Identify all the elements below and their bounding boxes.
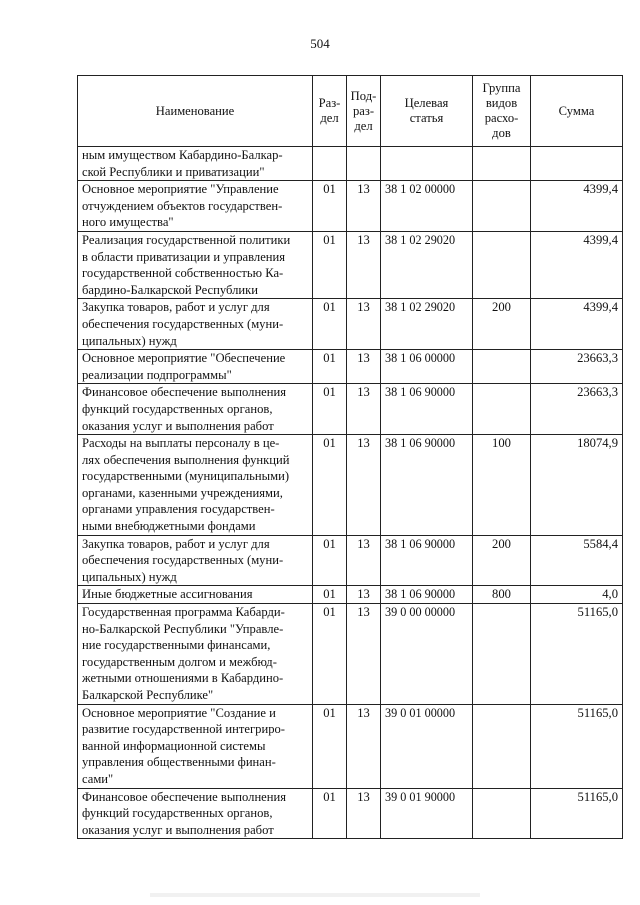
- cell-razdel: 01: [313, 704, 347, 788]
- cell-podrazdel: 13: [347, 384, 381, 435]
- cell-statya: 39 0 01 00000: [381, 704, 473, 788]
- cell-statya: 39 0 00 00000: [381, 604, 473, 705]
- cell-podrazdel: 13: [347, 350, 381, 384]
- header-statya: Целевая статья: [381, 76, 473, 147]
- cell-summa: 4,0: [531, 586, 623, 604]
- cell-name: Основное мероприятие "Создание и развитие государственной интегриро- ванной информационной системы управления общественными финан- сами": [78, 704, 313, 788]
- cell-gruppa: 800: [473, 586, 531, 604]
- cell-summa: 23663,3: [531, 350, 623, 384]
- cell-statya: 38 1 02 00000: [381, 181, 473, 232]
- cell-razdel: 01: [313, 181, 347, 232]
- cell-summa: [531, 147, 623, 181]
- cell-razdel: 01: [313, 788, 347, 839]
- cell-statya: 38 1 06 90000: [381, 435, 473, 536]
- header-summa: Сумма: [531, 76, 623, 147]
- cell-summa: 5584,4: [531, 535, 623, 586]
- cell-razdel: [313, 147, 347, 181]
- header-name: Наименование: [78, 76, 313, 147]
- cell-gruppa: [473, 604, 531, 705]
- table-row: [78, 704, 623, 788]
- budget-table: [77, 75, 623, 839]
- table-row: [78, 350, 623, 384]
- cell-name: Закупка товаров, работ и услуг для обеспечения государственных (муни- ципальных) нужд: [78, 535, 313, 586]
- cell-podrazdel: 13: [347, 788, 381, 839]
- cell-gruppa: [473, 350, 531, 384]
- cell-statya: 38 1 06 00000: [381, 350, 473, 384]
- cell-statya: 38 1 06 90000: [381, 384, 473, 435]
- table-row: [78, 604, 623, 705]
- cell-name: Закупка товаров, работ и услуг для обеспечения государственных (муни- ципальных) нужд: [78, 299, 313, 350]
- cell-podrazdel: 13: [347, 181, 381, 232]
- cell-gruppa: [473, 384, 531, 435]
- cell-gruppa: [473, 147, 531, 181]
- cell-name: Основное мероприятие "Обеспечение реализации подпрограммы": [78, 350, 313, 384]
- table-row: [78, 231, 623, 298]
- cell-podrazdel: 13: [347, 586, 381, 604]
- cell-podrazdel: 13: [347, 704, 381, 788]
- cell-podrazdel: 13: [347, 604, 381, 705]
- cell-gruppa: 200: [473, 535, 531, 586]
- cell-name: Государственная программа Кабарди- но-Балкарской Республики "Управле- ние государственными финансами, государственным долгом и межбюд- жетными отношениями в Кабардино- Балкарской Республике": [78, 604, 313, 705]
- cell-summa: 23663,3: [531, 384, 623, 435]
- cell-summa: 51165,0: [531, 604, 623, 705]
- table-row: [78, 435, 623, 536]
- cell-name: ным имуществом Кабардино-Балкар- ской Республики и приватизации": [78, 147, 313, 181]
- page-number: 504: [310, 36, 330, 51]
- cell-name: Основное мероприятие "Управление отчуждением объектов государствен- ного имущества": [78, 181, 313, 232]
- cell-summa: 51165,0: [531, 788, 623, 839]
- cell-razdel: 01: [313, 586, 347, 604]
- cell-gruppa: [473, 231, 531, 298]
- cell-razdel: 01: [313, 535, 347, 586]
- cell-razdel: 01: [313, 350, 347, 384]
- table-row: [78, 299, 623, 350]
- table-body: [78, 147, 623, 839]
- cell-name: Расходы на выплаты персоналу в це- лях обеспечения выполнения функций государственными (муниципальными) органами, казенными учреждениями, органами управления государствен- ными внебюджетными фондами: [78, 435, 313, 536]
- cell-razdel: 01: [313, 384, 347, 435]
- cell-summa: 4399,4: [531, 231, 623, 298]
- table-row: [78, 586, 623, 604]
- table-row: [78, 535, 623, 586]
- cell-gruppa: 100: [473, 435, 531, 536]
- cell-name: Финансовое обеспечение выполнения функций государственных органов, оказания услуг и выполнения работ: [78, 788, 313, 839]
- header-gruppa: Группа видов расхо- дов: [473, 76, 531, 147]
- cell-summa: 4399,4: [531, 299, 623, 350]
- table-row: [78, 788, 623, 839]
- cell-statya: 38 1 06 90000: [381, 586, 473, 604]
- table-header-row: [78, 76, 623, 147]
- cell-podrazdel: 13: [347, 231, 381, 298]
- cell-summa: 4399,4: [531, 181, 623, 232]
- table-row: [78, 181, 623, 232]
- cell-gruppa: [473, 181, 531, 232]
- cell-statya: 38 1 06 90000: [381, 535, 473, 586]
- cell-razdel: 01: [313, 299, 347, 350]
- header-razdel: Раз- дел: [313, 76, 347, 147]
- table-row: [78, 147, 623, 181]
- cell-name: Реализация государственной политики в области приватизации и управления государственной собственностью Ка- бардино-Балкарской Республики: [78, 231, 313, 298]
- header-podrazdel: Под- раз- дел: [347, 76, 381, 147]
- cell-statya: 38 1 02 29020: [381, 231, 473, 298]
- cell-podrazdel: [347, 147, 381, 181]
- cell-gruppa: [473, 788, 531, 839]
- cell-razdel: 01: [313, 231, 347, 298]
- cell-razdel: 01: [313, 604, 347, 705]
- cell-gruppa: [473, 704, 531, 788]
- cell-statya: [381, 147, 473, 181]
- scan-shadow: [150, 893, 480, 897]
- cell-razdel: 01: [313, 435, 347, 536]
- cell-statya: 38 1 02 29020: [381, 299, 473, 350]
- cell-podrazdel: 13: [347, 299, 381, 350]
- cell-summa: 51165,0: [531, 704, 623, 788]
- cell-name: Финансовое обеспечение выполнения функций государственных органов, оказания услуг и выполнения работ: [78, 384, 313, 435]
- cell-name: Иные бюджетные ассигнования: [78, 586, 313, 604]
- table-row: [78, 384, 623, 435]
- cell-gruppa: 200: [473, 299, 531, 350]
- cell-podrazdel: 13: [347, 435, 381, 536]
- cell-statya: 39 0 01 90000: [381, 788, 473, 839]
- cell-podrazdel: 13: [347, 535, 381, 586]
- cell-summa: 18074,9: [531, 435, 623, 536]
